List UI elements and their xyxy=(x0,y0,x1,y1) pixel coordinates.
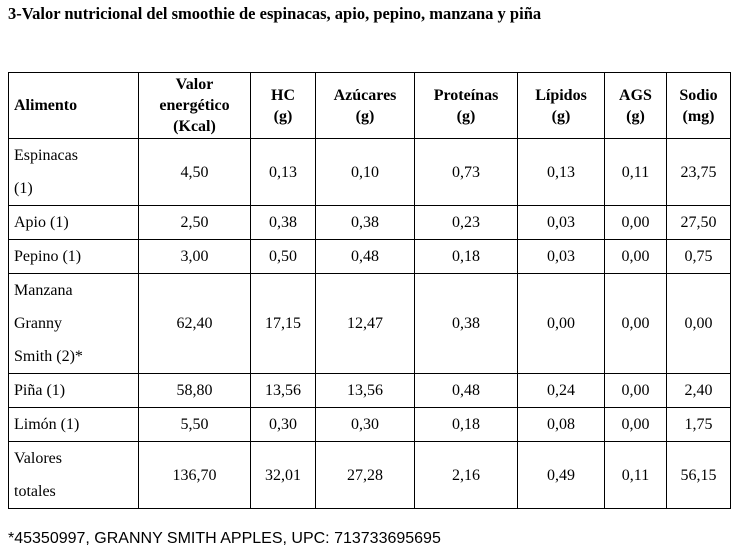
value-cell: 17,15 xyxy=(251,274,316,374)
nutrition-table xyxy=(8,72,731,509)
value-cell: 0,73 xyxy=(415,139,518,206)
header-sodio: Sodio (mg) xyxy=(667,73,731,139)
footnote: *45350997, GRANNY SMITH APPLES, UPC: 713733695695 xyxy=(8,530,441,547)
value-cell: 1,75 xyxy=(667,408,731,442)
food-cell: Apio (1) xyxy=(9,206,139,240)
table-row xyxy=(9,374,731,408)
value-cell: 32,01 xyxy=(251,442,316,509)
value-cell: 0,11 xyxy=(605,139,667,206)
food-cell: Valores totales xyxy=(9,442,139,509)
table-row xyxy=(9,240,731,274)
food-cell: Limón (1) xyxy=(9,408,139,442)
header-azucares: Azúcares (g) xyxy=(316,73,415,139)
header-lipidos: Lípidos (g) xyxy=(518,73,605,139)
value-cell: 5,50 xyxy=(139,408,251,442)
header-alimento: Alimento xyxy=(9,73,139,139)
value-cell: 2,16 xyxy=(415,442,518,509)
header-ags: AGS (g) xyxy=(605,73,667,139)
value-cell: 0,23 xyxy=(415,206,518,240)
value-cell: 0,38 xyxy=(415,274,518,374)
value-cell: 0,48 xyxy=(316,240,415,274)
value-cell: 0,30 xyxy=(316,408,415,442)
value-cell: 0,13 xyxy=(518,139,605,206)
value-cell: 0,11 xyxy=(605,442,667,509)
value-cell: 12,47 xyxy=(316,274,415,374)
value-cell: 0,48 xyxy=(415,374,518,408)
table-row xyxy=(9,408,731,442)
value-cell: 4,50 xyxy=(139,139,251,206)
value-cell: 0,00 xyxy=(605,240,667,274)
value-cell: 0,75 xyxy=(667,240,731,274)
food-cell: Piña (1) xyxy=(9,374,139,408)
value-cell: 2,50 xyxy=(139,206,251,240)
header-hc: HC (g) xyxy=(251,73,316,139)
value-cell: 0,30 xyxy=(251,408,316,442)
food-cell: Espinacas (1) xyxy=(9,139,139,206)
value-cell: 13,56 xyxy=(251,374,316,408)
value-cell: 136,70 xyxy=(139,442,251,509)
value-cell: 27,28 xyxy=(316,442,415,509)
table-row xyxy=(9,274,731,374)
value-cell: 62,40 xyxy=(139,274,251,374)
header-row xyxy=(9,73,731,139)
totals-row xyxy=(9,442,731,509)
header-proteinas: Proteínas (g) xyxy=(415,73,518,139)
value-cell: 23,75 xyxy=(667,139,731,206)
value-cell: 0,00 xyxy=(605,206,667,240)
value-cell: 0,00 xyxy=(518,274,605,374)
header-valor-energetico: Valor energético (Kcal) xyxy=(139,73,251,139)
food-cell: Pepino (1) xyxy=(9,240,139,274)
value-cell: 0,08 xyxy=(518,408,605,442)
value-cell: 0,38 xyxy=(251,206,316,240)
value-cell: 0,00 xyxy=(605,274,667,374)
value-cell: 0,10 xyxy=(316,139,415,206)
value-cell: 58,80 xyxy=(139,374,251,408)
value-cell: 27,50 xyxy=(667,206,731,240)
table-row xyxy=(9,206,731,240)
value-cell: 0,03 xyxy=(518,240,605,274)
value-cell: 0,13 xyxy=(251,139,316,206)
table-row xyxy=(9,139,731,206)
value-cell: 0,50 xyxy=(251,240,316,274)
food-cell: Manzana Granny Smith (2)* xyxy=(9,274,139,374)
value-cell: 56,15 xyxy=(667,442,731,509)
page-title: 3-Valor nutricional del smoothie de espinacas, apio, pepino, manzana y piña xyxy=(8,4,542,23)
value-cell: 0,00 xyxy=(605,374,667,408)
value-cell: 2,40 xyxy=(667,374,731,408)
value-cell: 0,49 xyxy=(518,442,605,509)
value-cell: 13,56 xyxy=(316,374,415,408)
value-cell: 0,24 xyxy=(518,374,605,408)
value-cell: 0,38 xyxy=(316,206,415,240)
value-cell: 0,00 xyxy=(667,274,731,374)
value-cell: 0,18 xyxy=(415,408,518,442)
value-cell: 0,18 xyxy=(415,240,518,274)
value-cell: 3,00 xyxy=(139,240,251,274)
value-cell: 0,03 xyxy=(518,206,605,240)
value-cell: 0,00 xyxy=(605,408,667,442)
